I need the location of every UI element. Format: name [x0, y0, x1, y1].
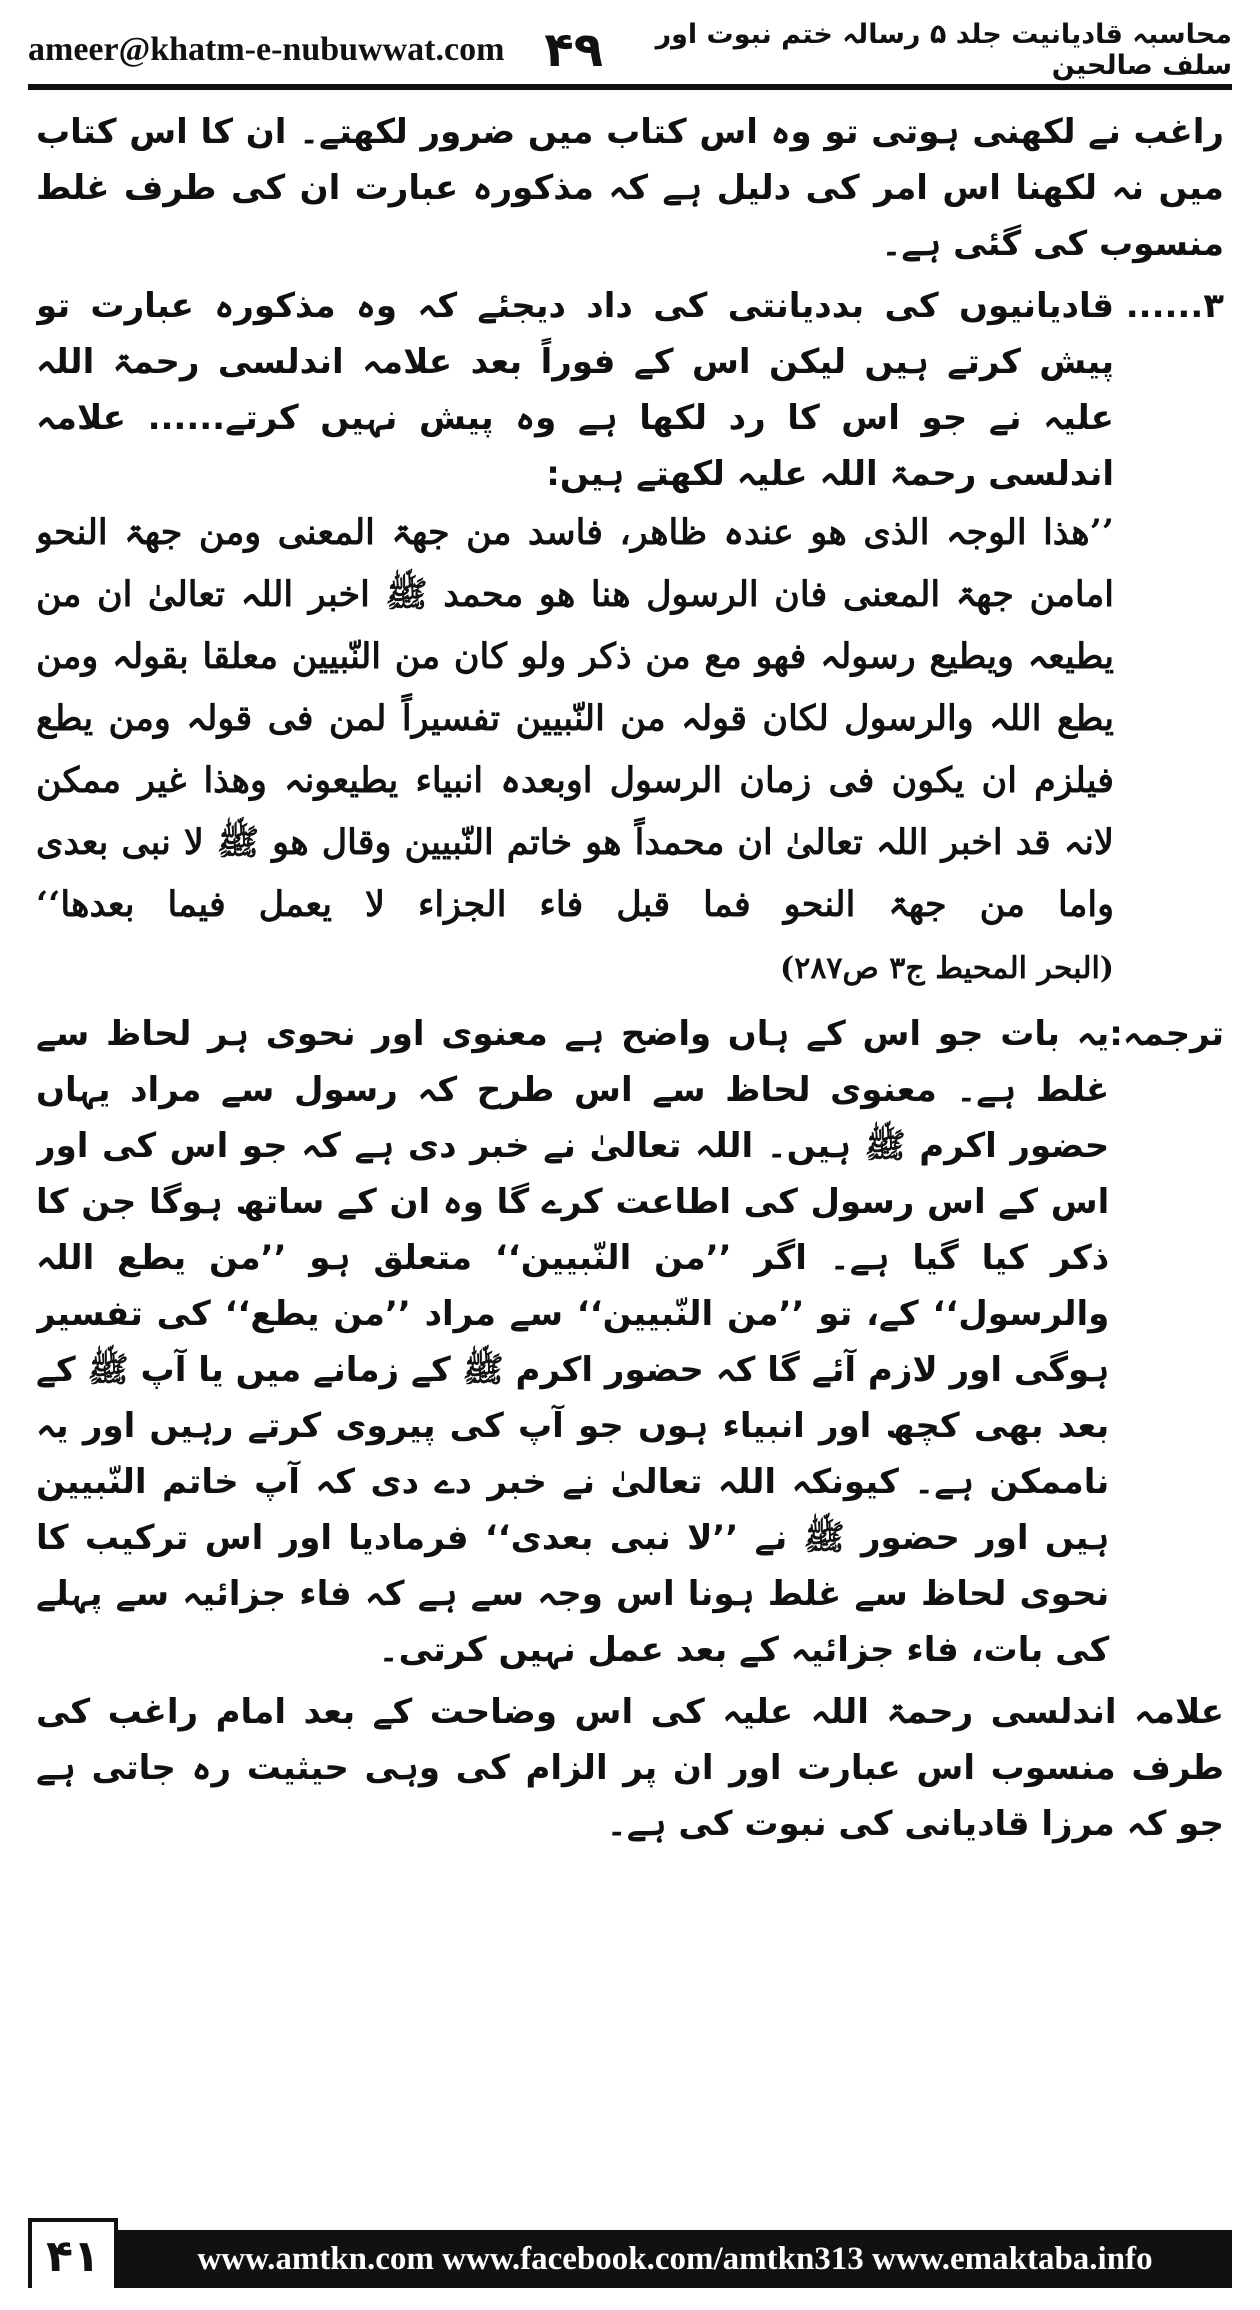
footer-page-number: ۴۱ — [28, 2218, 118, 2288]
footer-urls: www.amtkn.com www.facebook.com/amtkn313 www.emaktaba.info — [118, 2230, 1232, 2288]
header-page-number: ۴۹ — [544, 22, 603, 78]
item-3 — [36, 278, 1224, 1000]
translation-marker: ترجمہ: — [1109, 1014, 1224, 1054]
item-3-body — [36, 278, 1114, 1000]
arabic-quote-text: ’’ھذا الوجہ الذی ھو عندہ ظاھر، فاسد من جھۃ المعنی ومن جھۃ النحو امامن جھۃ المعنی فان الرسول ھنا ھو محمد ﷺ اخبر اللہ تعالیٰ ان من یطیعہ ویطیع رسولہ فھو مع من ذکر ولو کان من النّبیین معلقا بقولہ ومن یطع اللہ والرسول لکان قولہ من النّبیین تفسیراً لمن فی قولہ ومن یطع فیلزم ان یکون فی زمان الرسول اوبعدہ انبیاء یطیعونہ وھذا غیر ممکن لانہ قد اخبر اللہ تعالیٰ ان محمداً ھو خاتم النّبیین وقال ھو ﷺ لا نبی بعدی واما من جھۃ النحو فما قبل فاء الجزاء لا یعمل فیما بعدھا‘‘ — [36, 512, 1114, 925]
page-footer — [28, 2200, 1232, 2288]
page-content — [36, 104, 1224, 2170]
intro-paragraph: راغب نے لکھنی ہوتی تو وہ اس کتاب میں ضرور لکھتے۔ ان کا اس کتاب میں نہ لکھنا اس امر کی دلیل ہے کہ مذکورہ عبارت ان کی طرف غلط منسوب کی گئی ہے۔ — [36, 112, 1224, 264]
item-3-urdu-text: قادیانیوں کی بددیانتی کی داد دیجئے کہ وہ مذکورہ عبارت تو پیش کرتے ہیں لیکن اس کے فوراً بعد علامہ اندلسی رحمۃ اللہ علیہ نے جو اس کا رد لکھا ہے وہ پیش نہیں کرتے...... علامہ اندلسی رحمۃ اللہ علیہ لکھتے ہیں: — [36, 286, 1114, 494]
header-email: ameer@khatm-e-nubuwwat.com — [28, 31, 505, 68]
item-3-marker: ۳...... — [1125, 286, 1224, 326]
conclusion-paragraph: علامہ اندلسی رحمۃ اللہ علیہ کی اس وضاحت کے بعد امام راغب کی طرف منسوب اس عبارت اور ان پر الزام کی وہی حیثیت رہ جاتی ہے جو کہ مرزا قادیانی کی نبوت کی ہے۔ — [36, 1692, 1224, 1844]
translation-section — [36, 1006, 1224, 1678]
header-rule — [28, 84, 1232, 90]
header-book-title: محاسبہ قادیانیت جلد ۵ رسالہ ختم نبوت اور سلف صالحین — [655, 19, 1232, 81]
translation-text: یہ بات جو اس کے ہاں واضح ہے معنوی اور نحوی ہر لحاظ سے غلط ہے۔ معنوی لحاظ سے اس طرح کہ رسول سے مراد یہاں حضور اکرم ﷺ ہیں۔ اللہ تعالیٰ نے خبر دی ہے کہ جو اس کی اور اس کے اس رسول کی اطاعت کرے گا وہ ان کے ساتھ ہوگا جن کا ذکر کیا گیا ہے۔ اگر ’’من النّبیین‘‘ متعلق ہو ’’من یطع اللہ والرسول‘‘ کے، تو ’’من النّبیین‘‘ سے مراد ’’من یطع‘‘ کی تفسیر ہوگی اور لازم آئے گا کہ حضور اکرم ﷺ کے زمانے میں یا آپ ﷺ کے بعد بھی کچھ اور انبیاء ہوں جو آپ کی پیروی کرتے رہیں اور یہ ناممکن ہے۔ کیونکہ اللہ تعالیٰ نے خبر دے دی کہ آپ خاتم النّبیین ہیں اور حضور ﷺ نے ’’لا نبی بعدی‘‘ فرمادیا اور اس ترکیب کا نحوی لحاظ سے غلط ہونا اس وجہ سے ہے کہ فاء جزائیہ سے پہلے کی بات، فاء جزائیہ کے بعد عمل نہیں کرتی۔ — [36, 1014, 1110, 1670]
quote-reference: (البحر المحیط ج۳ ص۲۸۷) — [780, 951, 1114, 986]
translation-body — [36, 1006, 1109, 1678]
page-header — [28, 18, 1232, 82]
item-3-arabic-quote — [36, 502, 1114, 1000]
